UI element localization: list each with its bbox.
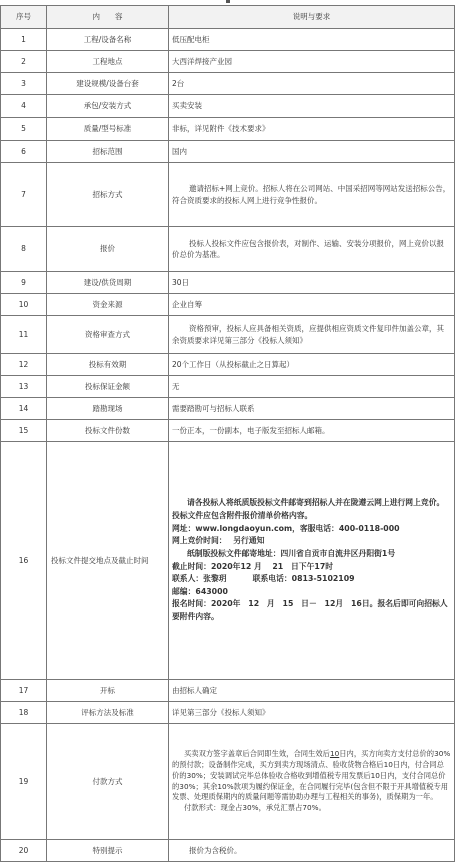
row-item: 投标文件份数 (47, 420, 169, 442)
table-header-row (1, 6, 455, 29)
payment-terms-text-a: 买卖双方签字盖章后合同即生效，合同生效后 (184, 749, 330, 759)
row-desc (169, 316, 455, 354)
row-number: 13 (1, 376, 47, 398)
row-number: 2 (1, 51, 47, 73)
row-desc: 大西洋焊接产业园 (169, 51, 455, 73)
row-desc: 20个工作日（从投标截止之日算起） (169, 354, 455, 376)
table-row (1, 420, 455, 442)
row-item: 投标保证金额 (47, 376, 169, 398)
row-desc: 需要踏勘可与招标人联系 (169, 398, 455, 420)
row-number: 8 (1, 227, 47, 272)
table-row (1, 141, 455, 163)
payment-days-underlined: 10 (329, 749, 340, 759)
row-number: 16 (1, 442, 47, 680)
website-line: 网址：www.longdaoyun.com，客服电话：400-0118-000 (172, 523, 400, 533)
row-item: 建设/供货周期 (47, 272, 169, 294)
table-row (1, 227, 455, 272)
row-item: 付款方式 (47, 724, 169, 840)
table-row (1, 95, 455, 118)
payment-terms-text-b: 日内，买方向卖方支付总价的30%的预付款；设备制作完成，买方到卖方现场清点、验收货物合格后10日内，付合同总价的30%；安装调试完毕总体验收合格收到增值税专用发票后10日内，支付合同总价的30%；其余10%款项为履约保证金，在合同履行完毕(包含但不限于开具增值税专用发票、处理质保期内的质量问题等需协助办理与工程相关的事务)，质保期为一年。 (172, 749, 451, 802)
row-desc-text: 邀请招标+网上竞价。招标人将在公司网站、中国采招网等网站发送招标公告，符合资质要求的投标人网上进行竞争性报价。 (172, 184, 451, 205)
table-row (1, 29, 455, 51)
mailing-address: 纸制版投标文件邮寄地址：四川省自贡市自流井区丹阳街1号 (187, 548, 396, 558)
header-no: 序号 (1, 6, 47, 29)
row-item: 评标方法及标准 (47, 702, 169, 724)
row-item: 投标有效期 (47, 354, 169, 376)
table-row (1, 272, 455, 294)
postcode-line: 邮编：643000 (172, 586, 228, 596)
row-item: 招标范围 (47, 141, 169, 163)
row-number: 14 (1, 398, 47, 420)
row-number: 15 (1, 420, 47, 442)
row-number: 11 (1, 316, 47, 354)
row-desc: 无 (169, 376, 455, 398)
row-number: 6 (1, 141, 47, 163)
row-item: 质量/型号标准 (47, 118, 169, 141)
row-item: 报价 (47, 227, 169, 272)
table-row (1, 73, 455, 95)
table-row (1, 702, 455, 724)
registration-time: 报名时间：2020年 12 月 15 日－ 12月 16日。报名后即可向招标人要附件内容。 (172, 599, 448, 621)
table-row (1, 376, 455, 398)
submission-intro: 请各投标人将纸质版投标文件邮寄到招标人并在陇遵云网上进行网上竞价。投标文件应包含附件报价清单价格内容。 (172, 498, 445, 520)
row-desc: 2台 (169, 73, 455, 95)
payment-terms-text (172, 749, 451, 803)
row-number: 18 (1, 702, 47, 724)
row-number: 3 (1, 73, 47, 95)
row-item: 资金来源 (47, 294, 169, 316)
table-row (1, 51, 455, 73)
row-desc-text: 资格预审，投标人应具备相关资质，应提供相应资质文件复印件加盖公章，其余资质要求详见第三部分《投标人须知》 (172, 324, 444, 345)
row-desc: 低压配电柜 (169, 29, 455, 51)
table-row (1, 724, 455, 840)
row-item: 承包/安装方式 (47, 95, 169, 118)
online-bidding-time: 网上竞价时间： 另行通知 (172, 536, 265, 546)
deadline-line: 截止时间：2020年12 月 21 日下午17时 (172, 561, 334, 571)
row-number: 5 (1, 118, 47, 141)
row-number: 19 (1, 724, 47, 840)
row-number: 7 (1, 163, 47, 227)
row-item: 特别提示 (47, 840, 169, 862)
row-desc: 国内 (169, 141, 455, 163)
row-item: 工程/设备名称 (47, 29, 169, 51)
table-row (1, 398, 455, 420)
row-desc: 非标，详见附件《技术要求》 (169, 118, 455, 141)
row-desc: 买卖安装 (169, 95, 455, 118)
table-row (1, 118, 455, 141)
row-desc-text: 投标人投标文件应包含报价表，对制作、运输、安装分项报价，网上竞价以报价总价为基准。 (172, 238, 444, 259)
row-desc: 一份正本，一份副本，电子版发至招标人邮箱。 (169, 420, 455, 442)
row-desc (169, 227, 455, 272)
table-row (1, 354, 455, 376)
table-row (1, 442, 455, 680)
row-desc (169, 840, 455, 862)
row-item: 资格审查方式 (47, 316, 169, 354)
payment-form-text: 付款形式：现金占30%，承兑汇票占70%。 (184, 803, 326, 813)
row-item: 投标文件提交地点及截止时间 (47, 442, 169, 680)
row-item: 工程地点 (47, 51, 169, 73)
table-row (1, 294, 455, 316)
row-desc-text: 报价为含税价。 (189, 845, 242, 855)
row-item: 踏勘现场 (47, 398, 169, 420)
row-number: 1 (1, 29, 47, 51)
header-desc: 说明与要求 (169, 6, 455, 29)
row-number: 9 (1, 272, 47, 294)
top-edge-mark-tick (226, 0, 230, 3)
row-number: 10 (1, 294, 47, 316)
table-row (1, 840, 455, 862)
row-number: 4 (1, 95, 47, 118)
submission-details (169, 442, 455, 680)
row-desc (169, 163, 455, 227)
row-desc: 30日 (169, 272, 455, 294)
row-number: 17 (1, 680, 47, 702)
row-item: 开标 (47, 680, 169, 702)
row-desc: 详见第三部分《投标人须知》 (169, 702, 455, 724)
table-row (1, 316, 455, 354)
header-item: 内 容 (47, 6, 169, 29)
table-row (1, 680, 455, 702)
table-row (1, 163, 455, 227)
row-number: 12 (1, 354, 47, 376)
row-number: 20 (1, 840, 47, 862)
bid-requirements-table (0, 5, 455, 862)
row-desc: 企业自筹 (169, 294, 455, 316)
row-item: 招标方式 (47, 163, 169, 227)
payment-terms (169, 724, 455, 840)
contact-line: 联系人：张黎玥 联系电话：0813-5102109 (172, 574, 355, 584)
row-desc: 由招标人确定 (169, 680, 455, 702)
row-item: 建设规模/设备台套 (47, 73, 169, 95)
